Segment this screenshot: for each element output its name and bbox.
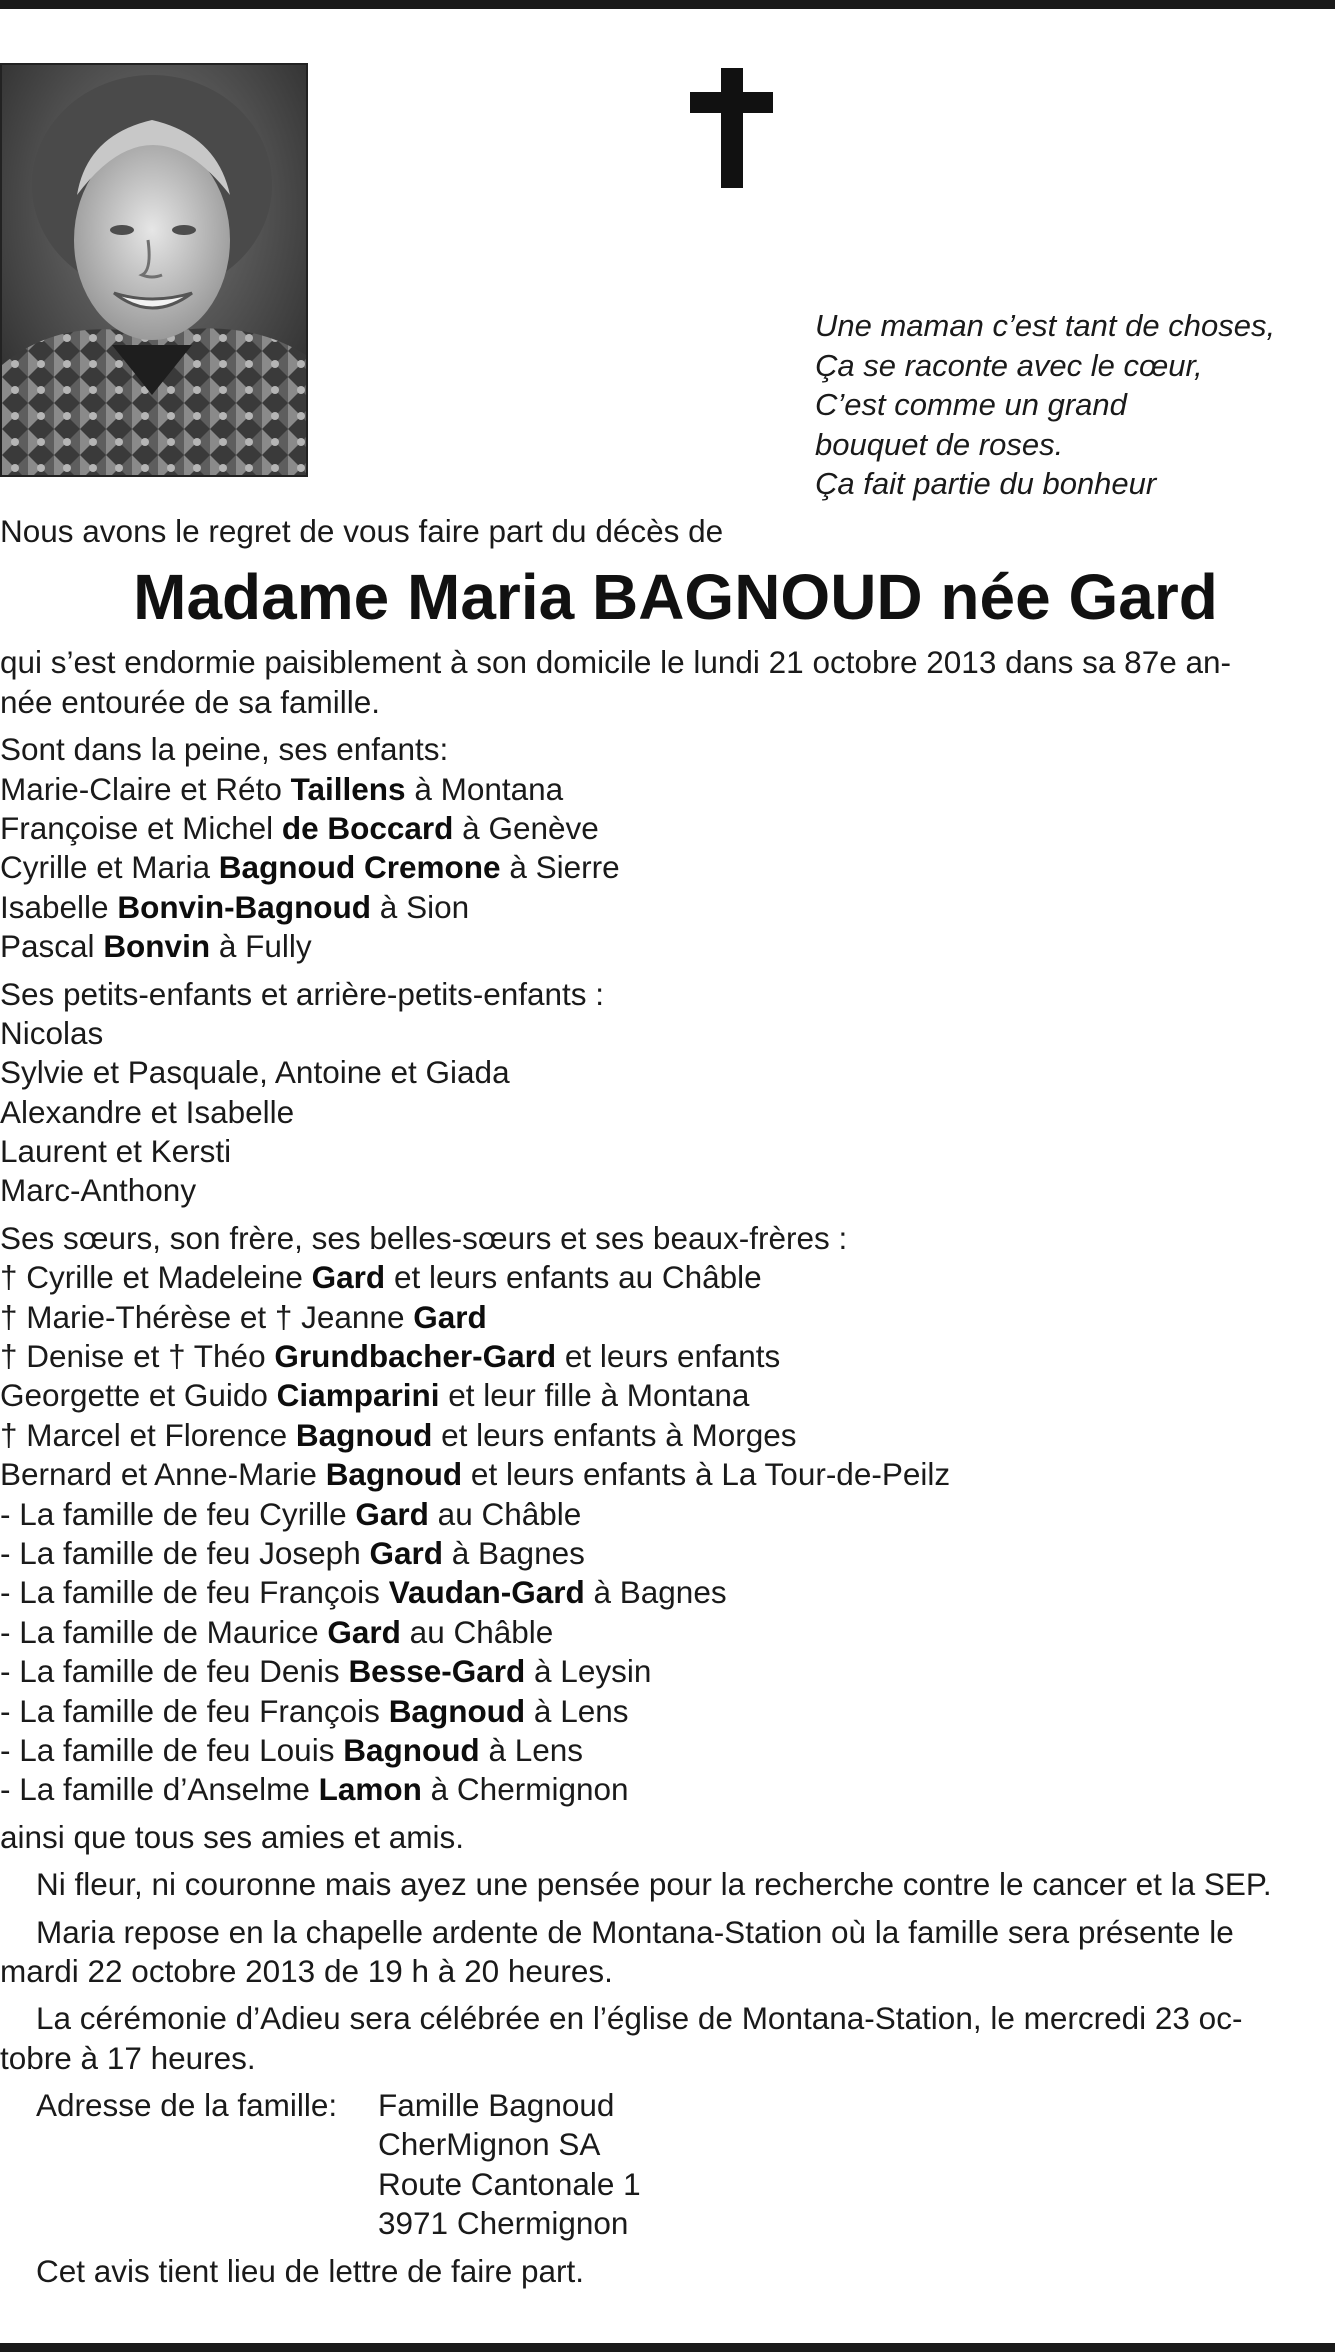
- child-item-text: Isabelle: [0, 888, 118, 925]
- child-item-place: à Fully: [210, 928, 312, 965]
- chapel-text: mardi 22 octobre 2013 de 19 h à 20 heures.: [0, 1952, 613, 1989]
- child-item-place: à Sion: [371, 888, 470, 925]
- child-item: [0, 770, 1335, 809]
- sibling-item-place: à Leysin: [525, 1653, 652, 1690]
- sibling-item-text: † Denise et † Théo: [0, 1338, 275, 1375]
- sibling-item: [0, 1573, 1335, 1612]
- child-item-place: à Genève: [453, 809, 599, 846]
- sibling-item-place: et leurs enfants au Châble: [385, 1259, 762, 1296]
- child-item: [0, 927, 1335, 966]
- sibling-item-text: - La famille de feu Denis: [0, 1653, 349, 1690]
- sibling-item-text: Georgette et Guido: [0, 1377, 277, 1414]
- sibling-item-place: au Châble: [428, 1495, 582, 1532]
- chapel-text: Maria repose en la chapelle ardente de Montana-Station où la famille sera présente le: [36, 1913, 1234, 1950]
- grandchild-item: Laurent et Kersti: [0, 1133, 232, 1170]
- friends-text: ainsi que tous ses amies et amis.: [0, 1818, 464, 1855]
- child-item-text: Françoise et Michel: [0, 809, 282, 846]
- sibling-item-place: et leurs enfants: [556, 1338, 781, 1375]
- sibling-item-text: - La famille d’Anselme: [0, 1771, 319, 1808]
- announcement-body: [0, 512, 1335, 2291]
- sibling-item: [0, 1731, 1335, 1770]
- address-line: Famille Bagnoud: [378, 2087, 615, 2124]
- intro-text: Nous avons le regret de vous faire part du décès de: [0, 513, 724, 549]
- child-item: [0, 848, 1335, 887]
- sibling-item-text: - La famille de feu Cyrille: [0, 1495, 356, 1532]
- siblings-heading: Ses sœurs, son frère, ses belles-sœurs et ses beaux-frères :: [0, 1219, 848, 1256]
- child-item-place: à Sierre: [500, 849, 620, 886]
- sibling-item-surname: Besse-Gard: [348, 1653, 526, 1690]
- passing-text: née entourée de sa famille.: [0, 683, 380, 720]
- sibling-item-text: - La famille de Maurice: [0, 1613, 328, 1650]
- bottom-rule: [0, 2343, 1335, 2352]
- child-item: [0, 888, 1335, 927]
- sibling-item-surname: Grundbacher-Gard: [274, 1338, 557, 1375]
- sibling-item-place: à Chermignon: [421, 1771, 629, 1808]
- poem-line: Ça fait partie du bonheur: [815, 466, 1157, 501]
- sibling-item: [0, 1770, 1335, 1809]
- grandchild-item: Sylvie et Pasquale, Antoine et Giada: [0, 1054, 510, 1091]
- sibling-item-surname: Gard: [327, 1613, 401, 1650]
- poem-line: Ça se raconte avec le cœur,: [815, 347, 1203, 383]
- sibling-item-surname: Bagnoud: [295, 1416, 433, 1453]
- child-item-text: Marie-Claire et Réto: [0, 770, 291, 807]
- sibling-item-text: Bernard et Anne-Marie: [0, 1456, 326, 1493]
- portrait-photo: [0, 63, 308, 477]
- sibling-item-text: † Cyrille et Madeleine: [0, 1259, 312, 1296]
- child-item: [0, 809, 1335, 848]
- sibling-item-place: et leur fille à Montana: [439, 1377, 750, 1414]
- sibling-item-place: à Bagnes: [443, 1534, 585, 1571]
- address-label: Adresse de la famille:: [36, 2087, 338, 2124]
- sibling-item-place: et leurs enfants à Morges: [432, 1416, 797, 1453]
- sibling-item-text: - La famille de feu Joseph: [0, 1534, 370, 1571]
- child-item-surname: de Boccard: [281, 809, 454, 846]
- sibling-item: [0, 1258, 1335, 1297]
- children-heading: Sont dans la peine, ses enfants:: [0, 731, 449, 768]
- sibling-item-place: au Châble: [400, 1613, 554, 1650]
- passing-text: qui s’est endormie paisiblement à son domicile le lundi 21 octobre 2013 dans sa 87e an-: [0, 644, 1232, 681]
- child-item-surname: Bonvin-Bagnoud: [117, 888, 372, 925]
- sibling-item-text: - La famille de feu Louis: [0, 1731, 344, 1768]
- poem: [815, 306, 1275, 504]
- child-item-surname: Bagnoud Cremone: [218, 849, 501, 886]
- sibling-item-text: † Marie-Thérèse et † Jeanne: [0, 1298, 414, 1335]
- sibling-item: [0, 1455, 1335, 1494]
- sibling-item-surname: Bagnoud: [343, 1731, 480, 1768]
- flowers-text: Ni fleur, ni couronne mais ayez une pensée pour la recherche contre le cancer et la SEP.: [36, 1866, 1272, 1903]
- family-address: [0, 2086, 1335, 2244]
- grandchild-item: Marc-Anthony: [0, 1172, 197, 1209]
- address-line: 3971 Chermignon: [378, 2205, 629, 2242]
- poem-line: C’est comme un grand: [815, 387, 1127, 422]
- sibling-item-text: † Marcel et Florence: [0, 1416, 296, 1453]
- child-item-surname: Bonvin: [103, 928, 211, 965]
- sibling-item-surname: Ciamparini: [276, 1377, 440, 1414]
- children-list: [0, 770, 1335, 967]
- sibling-item-text: - La famille de feu François: [0, 1692, 389, 1729]
- sibling-item-surname: Gard: [355, 1495, 429, 1532]
- address-line: Route Cantonale 1: [378, 2165, 641, 2202]
- sibling-item: [0, 1692, 1335, 1731]
- sibling-item-surname: Vaudan-Gard: [388, 1574, 585, 1611]
- address-line: CherMignon SA: [378, 2126, 601, 2163]
- ceremony-text: tobre à 17 heures.: [0, 2039, 256, 2076]
- sibling-item: [0, 1337, 1335, 1376]
- top-rule: [0, 0, 1335, 9]
- portrait-image: [2, 65, 306, 475]
- sibling-item-surname: Lamon: [318, 1771, 422, 1808]
- child-item-surname: Taillens: [290, 770, 406, 807]
- grandchild-item: Nicolas: [0, 1014, 104, 1051]
- sibling-item: [0, 1376, 1335, 1415]
- grandchildren-heading: Ses petits-enfants et arrière-petits-enfants :: [0, 975, 605, 1012]
- child-item-text: Pascal: [0, 928, 104, 965]
- sibling-item-surname: Bagnoud: [388, 1692, 526, 1729]
- sibling-item-place: à Bagnes: [584, 1574, 727, 1611]
- sibling-item-surname: Gard: [369, 1534, 443, 1571]
- sibling-item-surname: Gard: [413, 1298, 487, 1335]
- child-item-place: à Montana: [405, 770, 564, 807]
- sibling-item: [0, 1613, 1335, 1652]
- deceased-name: Madame Maria BAGNOUD née Gard: [133, 561, 1218, 634]
- sibling-item-place: à Lens: [479, 1731, 584, 1768]
- cross-icon: [690, 68, 773, 188]
- sibling-item: [0, 1534, 1335, 1573]
- siblings-list: [0, 1258, 1335, 1809]
- sibling-item-place: à Lens: [525, 1692, 629, 1729]
- poem-line: bouquet de roses.: [815, 426, 1064, 462]
- ceremony-text: La cérémonie d’Adieu sera célébrée en l’église de Montana-Station, le mercredi 23 oc-: [36, 2000, 1243, 2037]
- sibling-item: [0, 1495, 1335, 1534]
- sibling-item: [0, 1298, 1335, 1337]
- sibling-item: [0, 1416, 1335, 1455]
- child-item-text: Cyrille et Maria: [0, 849, 219, 886]
- poem-line: Une maman c’est tant de choses,: [815, 308, 1276, 343]
- sibling-item-place: et leurs enfants à La Tour-de-Peilz: [462, 1456, 951, 1493]
- sibling-item-text: - La famille de feu François: [0, 1574, 389, 1611]
- sibling-item-surname: Bagnoud: [325, 1456, 463, 1493]
- sibling-item-surname: Gard: [311, 1259, 386, 1296]
- closing-text: Cet avis tient lieu de lettre de faire part.: [36, 2252, 585, 2289]
- grandchild-item: Alexandre et Isabelle: [0, 1093, 295, 1130]
- sibling-item: [0, 1652, 1335, 1691]
